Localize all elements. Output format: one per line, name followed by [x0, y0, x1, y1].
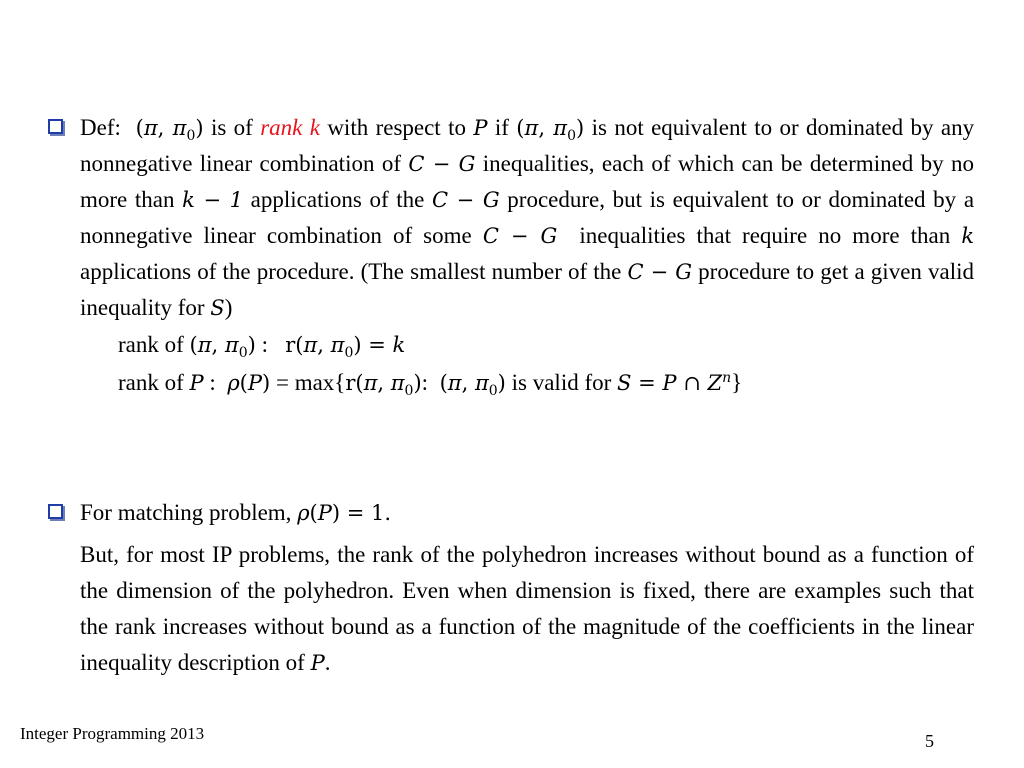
text-seg-5: inequalities that require no more than	[579, 223, 951, 248]
rank-colon: :	[261, 332, 268, 357]
checkbox-bullet-icon	[48, 119, 63, 134]
footer-course: Integer Programming 2013	[20, 724, 205, 743]
text-seg-6: applications of the procedure. (The smallest number of the	[80, 259, 622, 284]
r-pair: r(π, $\pi_0$)	[345, 371, 422, 400]
text-seg-1: is not equivalent to or dominated by any nonnegative linear combination of	[80, 115, 975, 176]
valid-for: is valid for	[511, 370, 612, 395]
bullet-definition	[48, 110, 974, 402]
pair-3: (π, $\pi_0$)	[189, 333, 256, 362]
close-brace: }	[731, 370, 743, 395]
text-seg-3: applications of the	[250, 187, 425, 212]
close-paren: )	[224, 295, 233, 320]
pair-2: (π, $\pi_0$)	[516, 116, 585, 145]
rank-growth-paragraph	[80, 537, 974, 681]
def-label: Def:	[80, 115, 121, 140]
rho-eq-1: ρ(P) = 1.	[297, 501, 392, 525]
rank-of-P-line	[118, 364, 974, 402]
matching-line	[80, 495, 974, 531]
bullet-matching	[48, 495, 974, 681]
eq-max: = max{	[275, 370, 346, 395]
text-seg-4: procedure, but is equivalent to or dominated by a nonnegative linear combination of some	[80, 187, 975, 248]
symbol-CG-3: C − G	[482, 224, 558, 248]
definition-paragraph	[80, 110, 974, 326]
pair-1: (π, $\pi_0$)	[135, 116, 204, 145]
rank-of-pair-line	[118, 326, 974, 364]
r-expression: r(π, $\pi_0) = k$	[285, 333, 406, 362]
symbol-CG-2: C − G	[432, 188, 500, 212]
rank-of-label: rank of	[118, 332, 184, 357]
pair-4: (π, $\pi_0$)	[439, 371, 506, 400]
symbol-CG-1: C − G	[408, 152, 476, 176]
symbol-k-minus-1: k − 1	[182, 188, 244, 212]
period: .	[324, 650, 331, 675]
checkbox-bullet-icon-2	[48, 504, 63, 519]
rank-of-P-label: rank of	[118, 370, 184, 395]
symbol-CG-4: C − G	[627, 260, 693, 284]
text-wrt: with respect to	[327, 115, 466, 140]
rank-growth-text: But, for most IP problems, the rank of the polyhedron increases without bound as a function of the dimension of the polyhedron. Even when dimension is fixed, there are examples such that the rank increases without bound as a function of the magnitude of the coefficients in the linear inequality description of	[80, 542, 974, 675]
matching-lead: For matching problem,	[80, 500, 292, 525]
text-if: if	[494, 115, 509, 140]
rankP-colon: :	[209, 370, 216, 395]
text-seg-7: procedure to get a given valid inequality for	[80, 259, 975, 320]
page-number: 5	[925, 731, 934, 751]
symbol-P: P	[473, 116, 488, 140]
text-is-of: is of	[210, 115, 253, 140]
rank-k-highlight: rank k	[260, 115, 320, 140]
rho-P: ρ(P)	[227, 371, 271, 395]
symbol-S: S	[210, 296, 225, 320]
text-seg-2: inequalities, each of which can be determined by no more than	[80, 151, 975, 212]
colon-2: :	[421, 370, 429, 395]
symbol-P-2: P	[189, 371, 204, 395]
set-expression: S = P ∩ $Z^n$	[617, 370, 732, 395]
symbol-k: k	[961, 224, 975, 248]
symbol-P-end: P	[310, 651, 325, 675]
